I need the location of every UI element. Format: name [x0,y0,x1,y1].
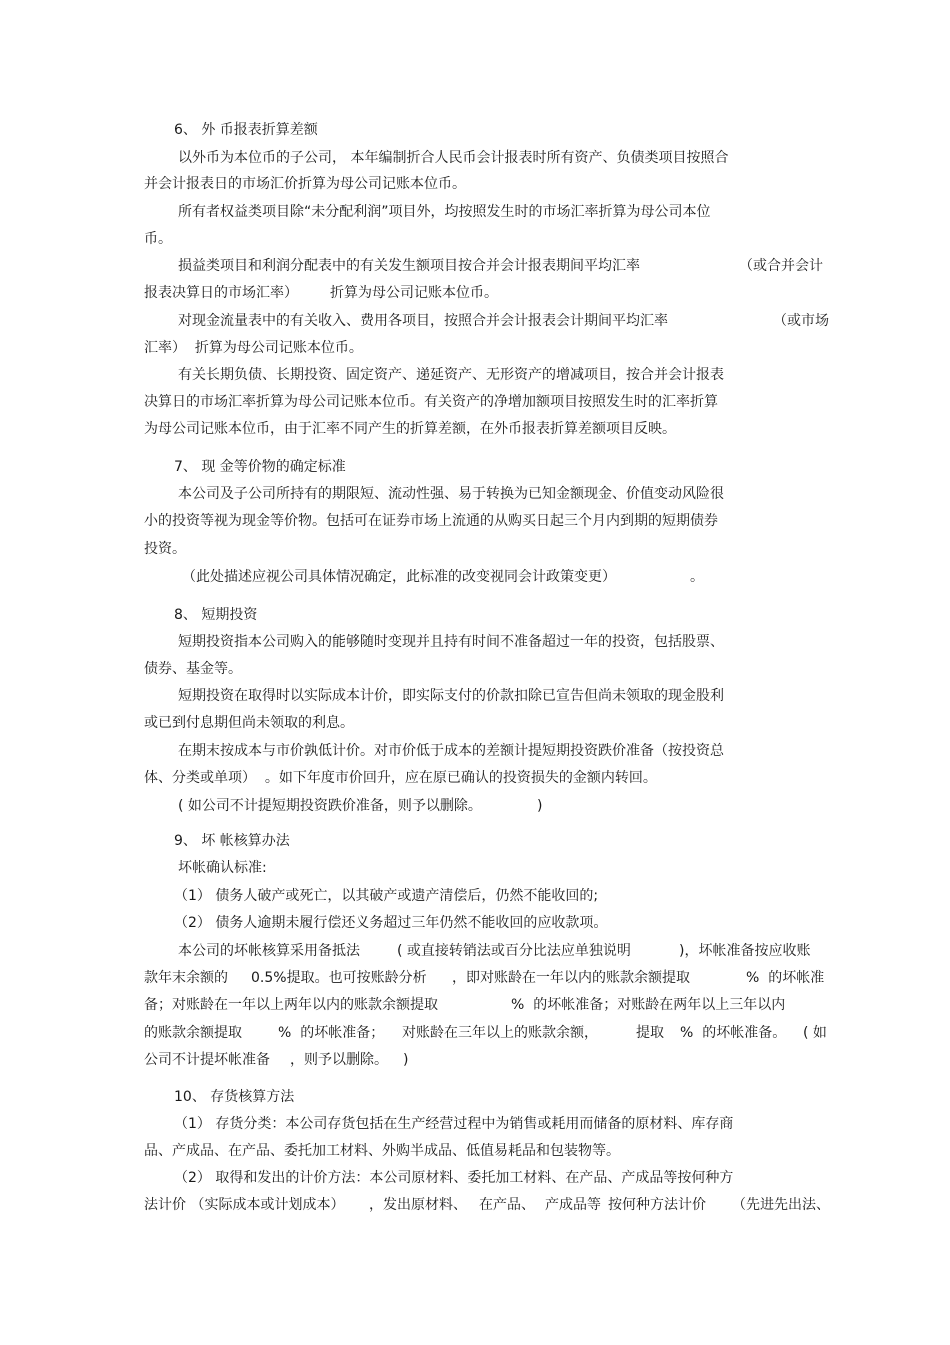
section-10-heading: 10、 存货核算方法 [174,1089,295,1105]
paragraph-fragment: 提取 [636,1025,664,1041]
section-8-heading: 8、 短期投资 [174,607,258,623]
paragraph-fragment: （或市场 [773,313,829,329]
paragraph-line: 对现金流量表中的有关收入、费用各项目，按照合并会计报表会计期间平均汇率 [178,313,668,329]
paragraph-fragment: 折算为母公司记账本位币。 [330,285,498,301]
paragraph-fragment: （或合并会计 [739,258,823,274]
paragraph-fragment: ) [403,1052,409,1068]
paragraph-fragment: 按何种方法计价 [608,1197,706,1213]
paragraph-fragment: 对账龄在三年以上的账款余额， [402,1025,598,1041]
paragraph-line: 为母公司记账本位币，由于汇率不同产生的折算差额，在外币报表折算差额项目反映。 [144,421,676,437]
paragraph-fragment: 。 [690,569,704,585]
paragraph-line: 汇率） 折算为母公司记账本位币。 [144,340,363,356]
paragraph-line: 并会计报表日的市场汇价折算为母公司记账本位币。 [144,176,466,192]
paragraph-line: 短期投资在取得时以实际成本计价，即实际支付的价款扣除已宣告但尚未领取的现金股利 [178,688,724,704]
paragraph-line: 决算日的市场汇率折算为母公司记账本位币。有关资产的净增加额项目按照发生时的汇率折算 [144,394,718,410]
paragraph-line: 损益类项目和利润分配表中的有关发生额项目按合并会计报表期间平均汇率 [178,258,640,274]
paragraph-line: 小的投资等视为现金等价物。包括可在证券市场上流通的从购买日起三个月内到期的短期债券 [144,513,718,529]
paragraph-line: 本公司及子公司所持有的期限短、流动性强、易于转换为已知金额现金、价值变动风险很 [178,486,724,502]
paragraph-line: 短期投资指本公司购入的能够随时变现并且持有时间不准备超过一年的投资，包括股票、 [178,634,724,650]
paragraph-fragment: % 的坏帐准 [746,970,825,986]
paragraph-fragment: ，即对账龄在一年以内的账款余额提取 [452,970,690,986]
paragraph-line: （2） 取得和发出的计价方法：本公司原材料、委托加工材料、在产品、产成品等按何种方 [174,1170,734,1186]
paragraph-fragment: 在产品、 [479,1197,535,1213]
paragraph-line: 体、分类或单项） 。如下年度市价回升，应在原已确认的投资损失的金额内转回。 [144,770,657,786]
paragraph-fragment: ，则予以删除。 [290,1052,388,1068]
paragraph-line: 报表决算日的市场汇率） [144,285,298,301]
paragraph-line: 币。 [144,231,172,247]
paragraph-line: 所有者权益类项目除“未分配利润”项目外，均按照发生时的市场汇率折算为母公司本位 [178,204,711,220]
paragraph-line: 品、产成品、在产品、委托加工材料、外购半成品、低值易耗品和包装物等。 [144,1143,620,1159]
paragraph-fragment: ( 如 [803,1025,827,1041]
paragraph-line: 有关长期负债、长期投资、固定资产、递延资产、无形资产的增减项目，按合并会计报表 [178,367,724,383]
paragraph-line: 法计价 （实际成本或计划成本） [144,1197,345,1213]
section-6-heading: 6、 外 币报表折算差额 [174,122,318,138]
paragraph-line: 备；对账龄在一年以上两年以内的账款余额提取 [144,997,438,1013]
paragraph-line: （1） 存货分类：本公司存货包括在生产经营过程中为销售或耗用而储备的原材料、库存商 [174,1116,734,1132]
paragraph-line: 坏帐确认标准: [178,860,267,876]
paragraph-fragment: ，发出原材料、 [369,1197,467,1213]
paragraph-line: （2） 债务人逾期未履行偿还义务超过三年仍然不能收回的应收款项。 [174,915,608,931]
paragraph-fragment: % 的坏帐准备。 [680,1025,787,1041]
paragraph-line: 在期末按成本与市价孰低计价。对市价低于成本的差额计提短期投资跌价准备（按投资总 [178,743,724,759]
paragraph-line: 债券、基金等。 [144,661,242,677]
paragraph-line: ( 如公司不计提短期投资跌价准备，则予以删除。 [178,798,482,814]
paragraph-line: 或已到付息期但尚未领取的利息。 [144,715,354,731]
paragraph-line: 公司不计提坏帐准备 [144,1052,270,1068]
paragraph-line: （此处描述应视公司具体情况确定，此标准的改变视同会计政策变更） [182,569,616,585]
paragraph-line: 以外币为本位币的子公司， 本年编制折合人民币会计报表时所有资产、负债类项目按照合 [178,150,729,166]
paragraph-fragment: % 的坏帐准备；对账龄在两年以上三年以内 [511,997,786,1013]
paragraph-fragment: （先进先出法、 [732,1197,830,1213]
paragraph-fragment: % 的坏帐准备； [278,1025,385,1041]
paragraph-line: 款年末余额的 [144,970,228,986]
section-9-heading: 9、 坏 帐核算办法 [174,833,290,849]
paragraph-fragment: 产成品等 [545,1197,601,1213]
section-7-heading: 7、 现 金等价物的确定标准 [174,459,346,475]
paragraph-line: 本公司的坏帐核算采用备抵法 [178,943,360,959]
paragraph-fragment: 0.5%提取。也可按账龄分析 [251,970,427,986]
paragraph-fragment: ) [537,798,543,814]
paragraph-fragment: )，坏帐准备按应收账 [679,943,811,959]
paragraph-fragment: ( 或直接转销法或百分比法应单独说明 [397,943,631,959]
paragraph-line: （1） 债务人破产或死亡，以其破产或遗产清偿后，仍然不能收回的; [174,888,599,904]
paragraph-line: 投资。 [144,541,186,557]
paragraph-line: 的账款余额提取 [144,1025,242,1041]
